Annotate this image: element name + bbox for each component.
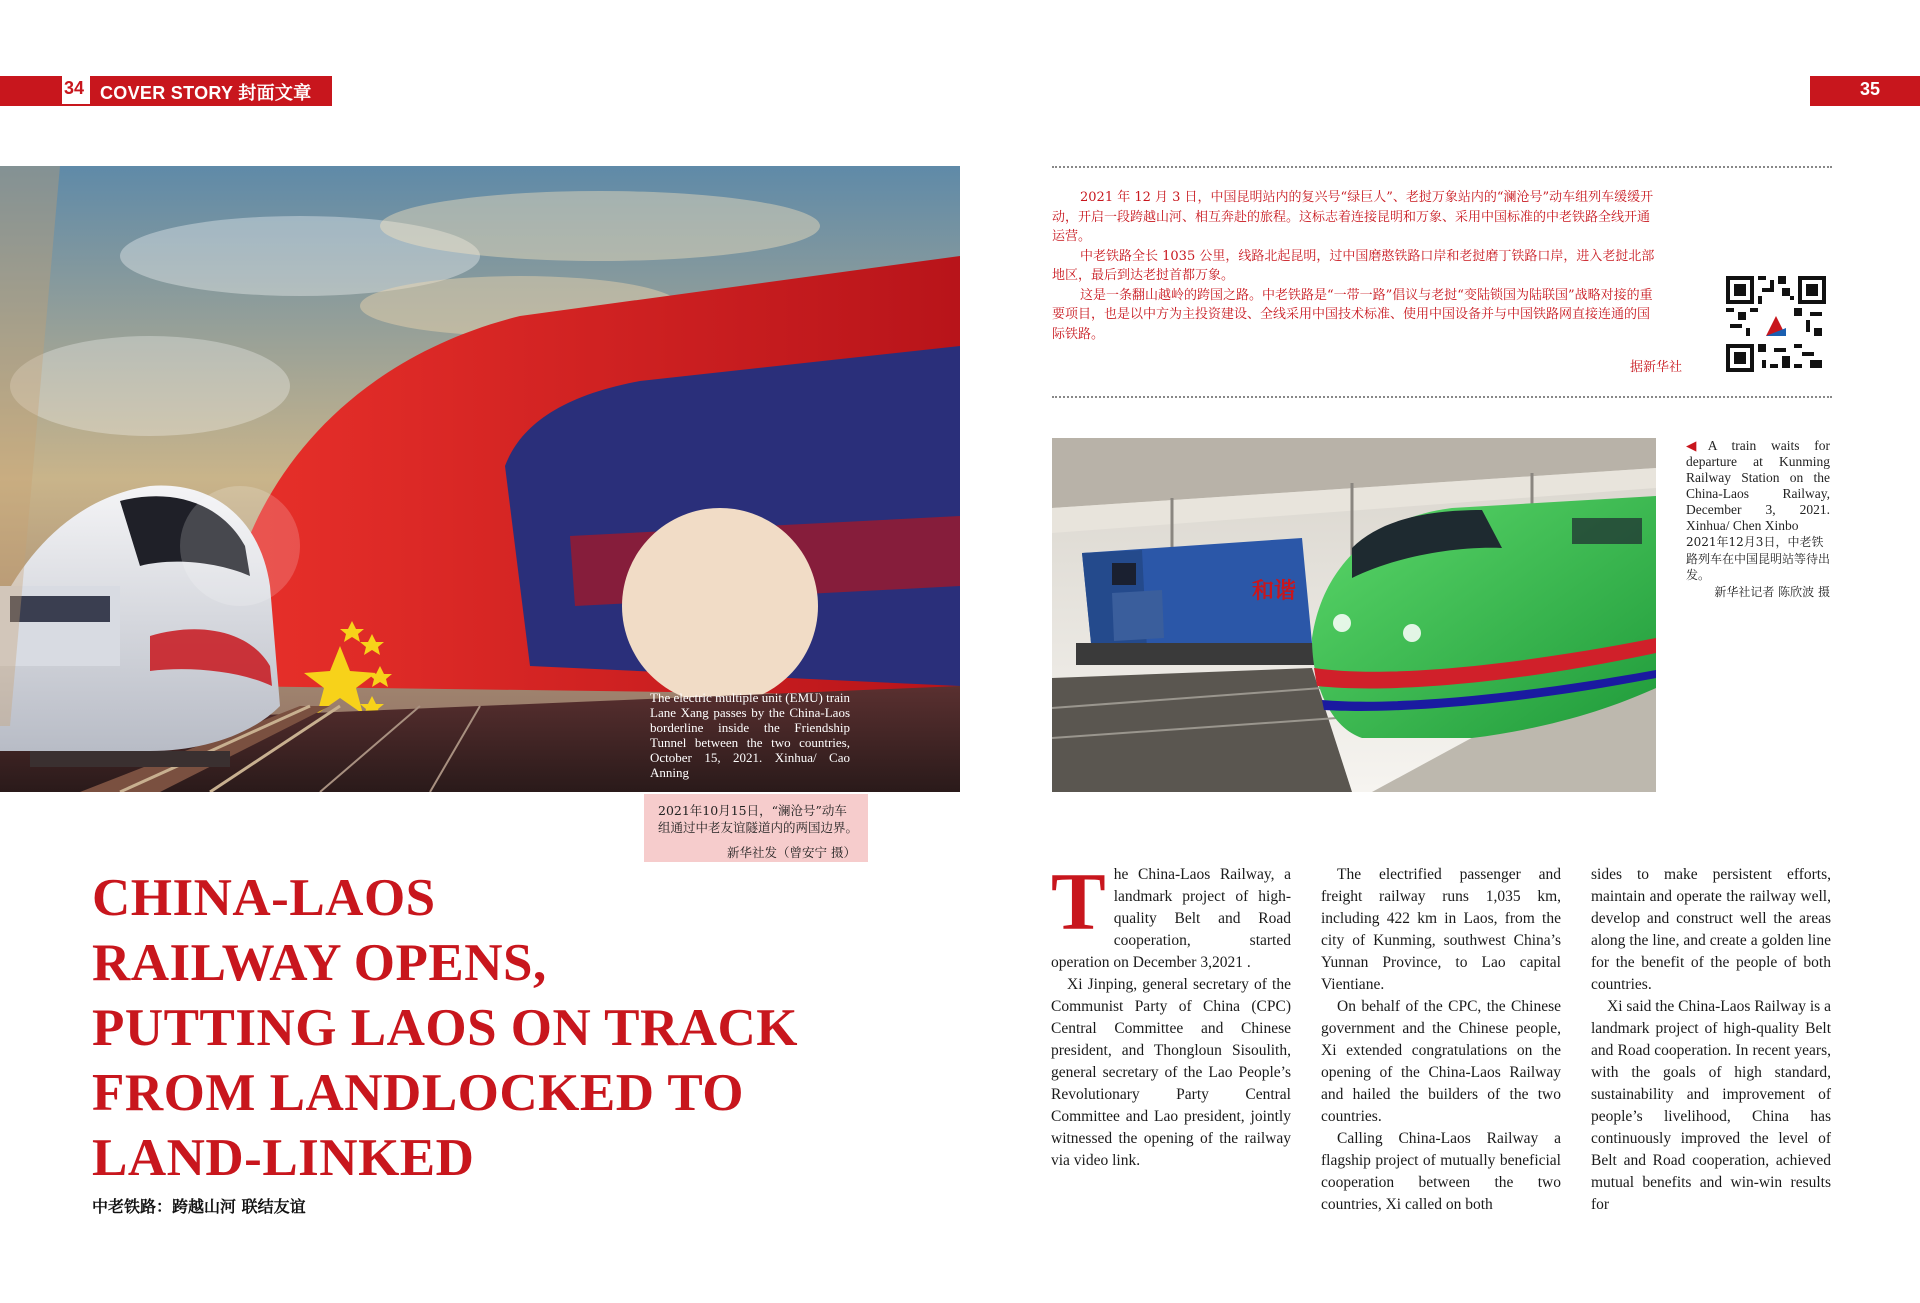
right-page-header bbox=[1810, 76, 1920, 104]
left-page-header bbox=[0, 76, 332, 104]
headline-line: CHINA-LAOS bbox=[92, 869, 436, 927]
photo2-caption-zh-text: 2021年12月3日，中老铁路列车在中国昆明站等待出发。 bbox=[1686, 535, 1831, 582]
intro-paragraph: 这是一条翻山越岭的跨国之路。中老铁路是“一带一路”倡议与老挝“变陆锁国为陆联国”战略对接的重要项目，也是以中方为主投资建设、全线采用中国技术标准、使用中国设备并与中国铁路网直接连通的国际铁路。 bbox=[1052, 287, 1653, 342]
body-paragraph: Xi Jinping, general secretary of the Communist Party of China (CPC) Central Committee and Chinese president, and Thongloun Sisoulith, general secretary of the Lao People’s Revolutionary Party Central Committee and Lao president, jointly witnessed the opening of the railway via video link. bbox=[1051, 976, 1291, 1169]
body-paragraph: he China-Laos Railway, a landmark project of high-quality Belt and Road cooperation, started operation on December 3,2021 . bbox=[1051, 866, 1291, 971]
header-rule-right bbox=[1810, 104, 1920, 106]
body-paragraph: sides to make persistent efforts, maintain and operate the railway well, develop and construct well the areas along the line, and create a golden line for the benefit of the people of both countries. bbox=[1591, 866, 1831, 993]
intro-paragraph: 2021 年 12 月 3 日，中国昆明站内的复兴号“绿巨人”、老挝万象站内的“澜沧号”动车组列车缓缓开动，开启一段跨越山河、相互奔赴的旅程。这标志着连接昆明和万象、采用中国标准的中老铁路全线开通运营。 bbox=[1052, 190, 1654, 244]
body-paragraph: Xi said the China-Laos Railway is a landmark project of high-quality Belt and Road cooperation. In recent years, with the goals of high standard, sustainability and improvement of people’s livelihood, China has continuously improved the level of Belt and Road cooperation, achieved mutual benefits and win-win results for bbox=[1591, 998, 1831, 1213]
body-paragraph: On behalf of the CPC, the Chinese government and the Chinese people, Xi extended congratulations on the opening of the China-Laos Railway and hailed the builders of the two countries. bbox=[1321, 998, 1561, 1125]
chinese-intro-box bbox=[1052, 166, 1832, 398]
headline-line: PUTTING LAOS ON TRACK bbox=[92, 999, 798, 1057]
arrow-left-icon: ◀ bbox=[1686, 438, 1708, 453]
body-column-3 bbox=[1591, 864, 1831, 1216]
body-column-1 bbox=[1051, 856, 1291, 1172]
photo2-caption-en-text: A train waits for departure at Kunming Railway Station on the China-Laos Railway, December 3, 2021. Xinhua/ Chen Xinbo bbox=[1686, 438, 1830, 533]
drop-cap: T bbox=[1051, 856, 1106, 947]
photo1-credit: 新华社发（曾安宁 摄） bbox=[727, 845, 856, 860]
header-red-strip bbox=[0, 76, 62, 104]
qr-code[interactable] bbox=[1726, 276, 1826, 372]
intro-source: 据新华社 bbox=[1629, 360, 1682, 375]
intro-text bbox=[1052, 188, 1662, 344]
station-train-photo bbox=[1052, 438, 1656, 792]
photo1-caption-zh bbox=[644, 794, 868, 862]
body-paragraph: Calling China-Laos Railway a flagship project of mutually beneficial cooperation between the two countries, Xi called on both bbox=[1321, 1130, 1561, 1213]
headline-line: FROM LANDLOCKED TO bbox=[92, 1064, 744, 1122]
headline-line: RAILWAY OPENS, bbox=[92, 934, 547, 992]
section-label: COVER STORY 封面文章 bbox=[100, 83, 312, 103]
body-paragraph: The electrified passenger and freight railway runs 1,035 km, including 422 km in Laos, from the city of Kunming, southwest China’s Yunnan Province, to Lao capital Vientiane. bbox=[1321, 866, 1561, 993]
photo1-caption-en: The electric multiple unit (EMU) train Lane Xang passes by the China-Laos borderline inside the Friendship Tunnel between the two countries, October 15, 2021. Xinhua/ Cao Anning bbox=[650, 690, 850, 780]
article-headline bbox=[92, 866, 872, 1191]
chinese-subhead: 中老铁路：跨越山河 联结友谊 bbox=[92, 1197, 306, 1216]
right-page-number: 35 bbox=[1860, 79, 1881, 99]
loco-label: 和谐 bbox=[1252, 579, 1297, 604]
photo1-caption-zh-text: 2021年10月15日，“澜沧号”动车组通过中老友谊隧道内的两国边界。 bbox=[658, 803, 859, 835]
photo2-caption-zh bbox=[1686, 534, 1830, 600]
left-page-number: 34 bbox=[64, 78, 85, 98]
headline-line: LAND-LINKED bbox=[92, 1129, 475, 1187]
photo2-credit: 新华社记者 陈欣波 摄 bbox=[1714, 584, 1830, 599]
body-column-2 bbox=[1321, 864, 1561, 1216]
intro-paragraph: 中老铁路全长 1035 公里，线路北起昆明，过中国磨憨铁路口岸和老挝磨丁铁路口岸，进入老挝北部地区，最后到达老挝首都万象。 bbox=[1052, 248, 1655, 283]
header-rule-left bbox=[0, 104, 332, 106]
photo2-caption-en bbox=[1686, 438, 1830, 534]
